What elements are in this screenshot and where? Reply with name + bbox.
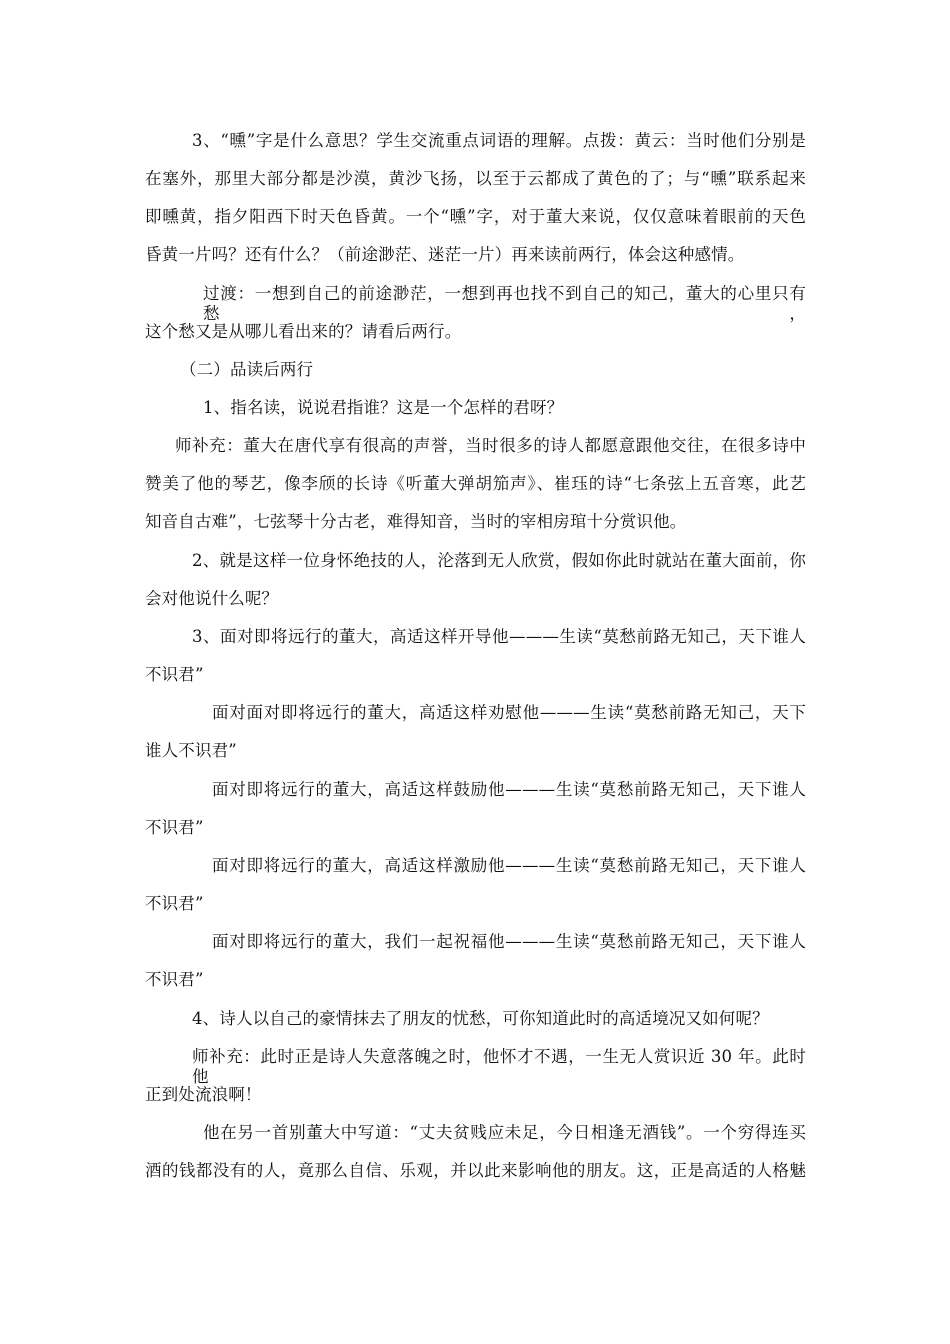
paragraph-line: 不识君” (145, 665, 204, 684)
paragraph-line: 昏黄一片吗？还有什么？（前途渺茫、迷茫一片）再来读前两行，体会这种感情。 (145, 245, 745, 264)
paragraph-line: 他在另一首别董大中写道：“丈夫贫贱应未足，今日相逢无酒钱”。一个穷得连买 (203, 1123, 806, 1142)
paragraph-line: 3、面对即将远行的董大，高适这样开导他———生读“莫愁前路无知己，天下谁人 (192, 627, 806, 646)
paragraph-line: 师补充：董大在唐代享有很高的声誉，当时很多的诗人都愿意跟他交往，在很多诗中 (175, 436, 806, 455)
paragraph-line: 3、“曛”字是什么意思？学生交流重点词语的理解。点拨：黄云：当时他们分别是 (192, 131, 806, 150)
paragraph-line: 酒的钱都没有的人，竟那么自信、乐观，并以此来影响他的朋友。这，正是高适的人格魅 (145, 1161, 806, 1180)
paragraph-line: 2、就是这样一位身怀绝技的人，沦落到无人欣赏，假如你此时就站在董大面前，你 (192, 551, 806, 570)
paragraph-line: 谁人不识君” (145, 741, 237, 760)
paragraph-line: 在塞外，那里大部分都是沙漠，黄沙飞扬，以至于云都成了黄色的了；与“曛”联系起来 (145, 169, 806, 188)
paragraph-line: 面对即将远行的董大，高适这样鼓励他———生读“莫愁前路无知己，天下谁人 (212, 780, 806, 799)
paragraph-line: 1、指名读，说说君指谁？这是一个怎样的君呀？ (203, 398, 564, 417)
paragraph-line: 面对面对即将远行的董大，高适这样劝慰他———生读“莫愁前路无知己，天下 (212, 703, 806, 722)
paragraph-line: 4、诗人以自己的豪情抹去了朋友的忧愁，可你知道此时的高适境况又如何呢？ (192, 1009, 769, 1028)
paragraph-line: 正到处流浪啊！ (145, 1085, 262, 1104)
paragraph-line: 知音自古难”，七弦琴十分古老，难得知音，当时的宰相房琯十分赏识他。 (145, 512, 687, 531)
paragraph-line: 面对即将远行的董大，我们一起祝福他———生读“莫愁前路无知己，天下谁人 (212, 932, 806, 951)
paragraph-line: 面对即将远行的董大，高适这样激励他———生读“莫愁前路无知己，天下谁人 (212, 856, 806, 875)
paragraph-line: 赞美了他的琴艺，像李颀的长诗《听董大弹胡笳声》、崔珏的诗“七条弦上五音寒，此艺 (145, 474, 806, 493)
paragraph-line: 即曛黄，指夕阳西下时天色昏黄。一个“曛”字，对于董大来说，仅仅意味着眼前的天色 (145, 207, 806, 226)
paragraph-line: 师补充：此时正是诗人失意落魄之时，他怀才不遇，一生无人赏识近 30 年。此时他 (192, 1047, 806, 1086)
paragraph-line: 不识君” (145, 818, 204, 837)
paragraph-line: 不识君” (145, 970, 204, 989)
paragraph-line: 这个愁又是从哪儿看出来的？请看后两行。 (145, 322, 462, 341)
paragraph-line: 不识君” (145, 894, 204, 913)
paragraph-line: 会对他说什么呢？ (145, 589, 279, 608)
paragraph-line: 过渡：一想到自己的前途渺茫，一想到再也找不到自己的知己，董大的心里只有愁， (203, 284, 806, 323)
section-heading: （二）品读后两行 (180, 360, 314, 379)
